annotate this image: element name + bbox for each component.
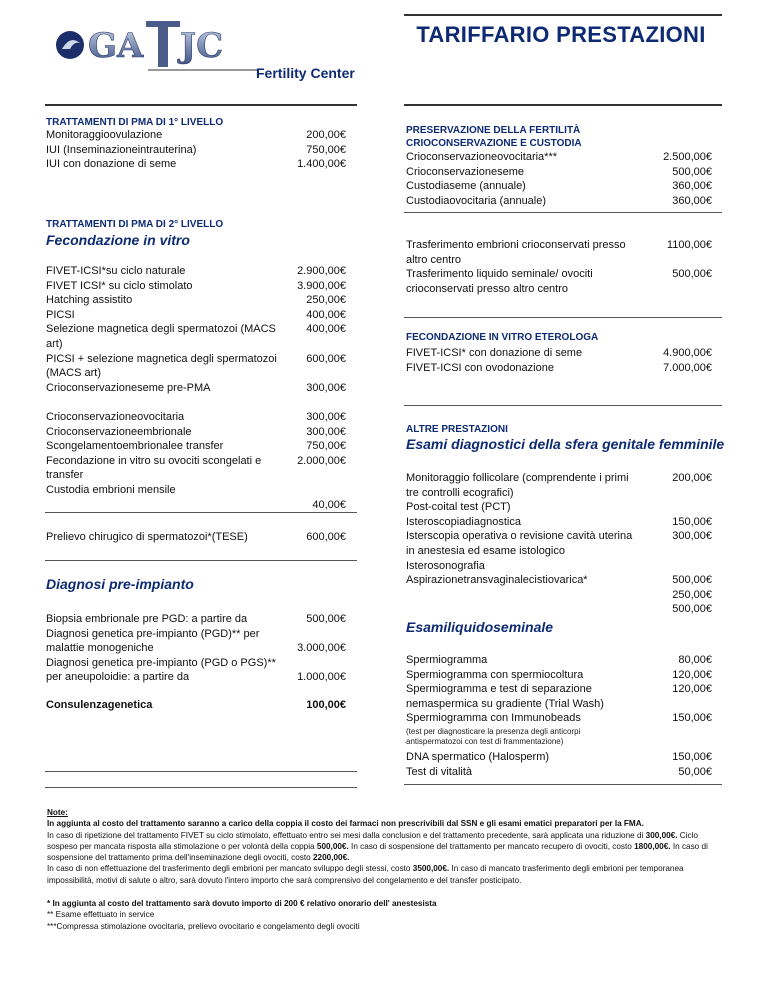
list-item: Spermiogramma con Immunobeads bbox=[406, 712, 581, 725]
divider bbox=[45, 512, 357, 513]
list-item: Diagnosi genetica pre-impianto (PGD o PGS)** per aneupoloidie: a partire da bbox=[46, 656, 276, 684]
notes-line-2: In caso di ripetizione del trattamento FIVET su ciclo stimolato, effettuato entro sei mesi dalla conclusion e del trattamento precedente, sarà applicata una riduzione di 300,00€. Ciclo sospeso per mancata risposta alla stimolazione o per volontà della coppia 500,00€. In caso di sospensione del trattamento per mancato recupero di ovociti, costo 1800,00€. In caso di sospensione del trattamento prima dell'inseminazione degli ovociti, costo 2200,00€. bbox=[47, 830, 708, 863]
list-item: Biopsia embrionale pre PGD: a partire da bbox=[46, 613, 248, 625]
list-item: PICSI bbox=[46, 308, 75, 321]
list-item: Crioconservazioneseme pre-PMA bbox=[46, 381, 211, 394]
list-item: Scongelamentoembrionalee transfer bbox=[46, 440, 224, 453]
seminale-labels-2 bbox=[406, 750, 646, 779]
pma2-heading: TRATTAMENTI DI PMA DI 2° LIVELLO bbox=[46, 219, 224, 230]
list-item: FIVET ICSI* su ciclo stimolato bbox=[46, 279, 193, 292]
divider bbox=[45, 104, 357, 106]
divider bbox=[45, 560, 357, 561]
list-item: Crioconservazioneseme 500,00€ bbox=[406, 165, 712, 178]
trasferimento-labels bbox=[406, 238, 638, 296]
list-item: Crioconservazioneembrionale bbox=[46, 425, 192, 438]
trasferimento-prices: 1100,00€ 500,00€ bbox=[666, 239, 712, 281]
preservazione-list bbox=[406, 150, 712, 208]
pma1-list bbox=[46, 128, 346, 172]
list-item: Fecondazione in vitro su ovociti scongelati e transfer bbox=[46, 454, 262, 482]
svg-text:GA: GA bbox=[88, 26, 144, 66]
list-item: Monitoraggioovulazione 200,00€ bbox=[46, 129, 346, 141]
list-item: Custodiaovocitaria (annuale) 360,00€ bbox=[406, 194, 712, 207]
esami-subheading: Esami diagnostici della sfera genitale femminile bbox=[406, 436, 725, 452]
divider bbox=[45, 771, 357, 772]
list-item: Test di vitalità bbox=[406, 765, 473, 778]
list-item: Trasferimento liquido seminale/ ovociti crioconservati presso altro centro bbox=[406, 268, 593, 295]
list-item: Trasferimento embrioni crioconservati presso altro centro bbox=[406, 239, 626, 266]
svg-text:JC: JC bbox=[180, 26, 224, 66]
list-item: Isterosonografia bbox=[406, 559, 485, 572]
notes-block bbox=[47, 807, 727, 932]
divider bbox=[404, 212, 722, 213]
notes-line-1: In aggiunta al costo del trattamento saranno a carico della coppia il costo dei farmaci non prescrivibili dal SSN e gli esami ematici preparatori per la FMA. bbox=[47, 819, 644, 829]
pma1-heading: TRATTAMENTI DI PMA DI 1° LIVELLO bbox=[46, 117, 224, 128]
title-rule bbox=[404, 14, 722, 16]
divider bbox=[404, 405, 722, 406]
altre-heading: ALTRE PRESTAZIONI bbox=[406, 424, 508, 435]
fiv-prices: 2.900,00€ 3.900,00€ 250,00€ 400,00€ 400,00€ 600,00€ 300,00€ bbox=[297, 265, 346, 394]
list-item: Spermiogramma con spermiocoltura bbox=[406, 668, 584, 681]
page-title: TARIFFARIO PRESTAZIONI bbox=[416, 22, 706, 47]
list-item: Diagnosi genetica pre-impianto (PGD)** per malattie monogeniche bbox=[46, 627, 260, 655]
pgd-prices: 500,00€ 3.000,00€ 1.000,00€ bbox=[297, 613, 346, 684]
list-item: PICSI + selezione magnetica degli spermatozoi (MACS art) bbox=[46, 352, 277, 380]
crio-labels bbox=[46, 410, 282, 498]
list-item: FIVET-ICSI con ovodonazione 7.000,00€ bbox=[406, 361, 712, 374]
list-item: Crioconservazioneovocitaria bbox=[46, 411, 185, 423]
pgd-labels bbox=[46, 612, 282, 685]
esami-labels bbox=[406, 471, 638, 588]
seminale-labels bbox=[406, 653, 646, 726]
subtitle: Fertility Center bbox=[256, 65, 355, 81]
footnote-3: ***Compressa stimolazione ovocitaria, prelievo ovocitario e congelamento degli ovociti bbox=[47, 921, 360, 931]
list-item: Spermiogramma bbox=[406, 654, 488, 666]
list-item: DNA spermatico (Halosperm) bbox=[406, 751, 550, 763]
esami-prices: 200,00€ 150,00€ 300,00€ 500,00€ 250,00€ 500,00€ bbox=[672, 472, 712, 616]
eterologa-list bbox=[406, 346, 712, 375]
list-item: Isteroscopiadiagnostica bbox=[406, 515, 521, 528]
divider bbox=[404, 317, 722, 318]
notes-line-3: In caso di non effettuazione del trasferimento degli embrioni per mancato sviluppo degli stessi, costo 3500,00€. In caso di mancato trasferimento degli embrioni per temporanea impossibilità, motivi di salute o altro, sarà dovuto l'intero importo che sarà comprensivo del congelamento e del transfer posticipato. bbox=[47, 864, 684, 885]
divider bbox=[45, 787, 357, 788]
fiv-labels bbox=[46, 264, 282, 395]
list-item: Custodia embrioni mensile bbox=[46, 483, 176, 496]
list-item: FIVET-ICSI* con donazione di seme 4.900,00€ bbox=[406, 347, 712, 359]
list-item: Selezione magnetica degli spermatozoi (MACS art) bbox=[46, 323, 276, 350]
list-item: Custodiaseme (annuale) 360,00€ bbox=[406, 180, 712, 193]
seminale-subheading: Esamiliquidoseminale bbox=[406, 619, 554, 635]
seminale-prices: 80,00€ 120,00€ 120,00€ 150,00€ bbox=[672, 654, 712, 725]
crioconservazione-heading: CRIOCONSERVAZIONE E CUSTODIA bbox=[406, 138, 582, 149]
footnote-1: * In aggiunta al costo del trattamento sarà dovuto importo di 200 € relativo onorario dell' anestesista bbox=[47, 899, 437, 909]
list-item: Crioconservazioneovocitaria*** 2.500,00€ bbox=[406, 151, 712, 163]
list-item: Aspirazionetransvaginalecistiovarica* bbox=[406, 574, 588, 587]
list-item: Hatching assistito bbox=[46, 294, 133, 307]
tese-row: Prelievo chirugico di spermatozoi*(TESE) 600,00€ bbox=[46, 531, 346, 543]
list-item: Spermiogramma e test di separazione nemaspermica su gradiente (Trial Wash) bbox=[406, 683, 604, 710]
immunobeads-note: (test per diagnosticare la presenza degli anticorpi antispermatozoi con test di frammentazione) bbox=[406, 727, 581, 746]
eterologa-heading: FECONDAZIONE IN VITRO ETEROLOGA bbox=[406, 332, 599, 343]
notes-title: Note: bbox=[47, 808, 68, 817]
list-item: IUI con donazione di seme 1.400,00€ bbox=[46, 158, 346, 171]
footnote-2: ** Esame effettuato in service bbox=[47, 910, 155, 920]
list-item: Monitoraggio follicolare (comprendente i primi tre controlli ecografici) bbox=[406, 472, 629, 499]
pgd-subheading: Diagnosi pre-impianto bbox=[46, 576, 194, 592]
preservazione-heading: PRESERVAZIONE DELLA FERTILITÀ bbox=[406, 125, 581, 136]
divider bbox=[404, 784, 722, 785]
list-item: IUI (Inseminazioneintrauterina) 750,00€ bbox=[46, 143, 346, 156]
seminale-prices-2: 150,00€ 50,00€ bbox=[672, 751, 712, 778]
gatjc-logo bbox=[48, 15, 268, 75]
list-item: FIVET-ICSI*su ciclo naturale bbox=[46, 265, 186, 277]
divider bbox=[404, 104, 722, 106]
list-item: Isterscopia operativa o revisione cavità uterina in anestesia ed esame istologico bbox=[406, 530, 633, 557]
fiv-subheading: Fecondazione in vitro bbox=[46, 232, 190, 248]
list-item: Post-coital test (PCT) bbox=[406, 501, 511, 514]
consulenza-row: Consulenzagenetica 100,00€ bbox=[46, 699, 346, 711]
crio-prices: 300,00€ 300,00€ 750,00€ 2.000,00€ 40,00€ bbox=[297, 411, 346, 511]
